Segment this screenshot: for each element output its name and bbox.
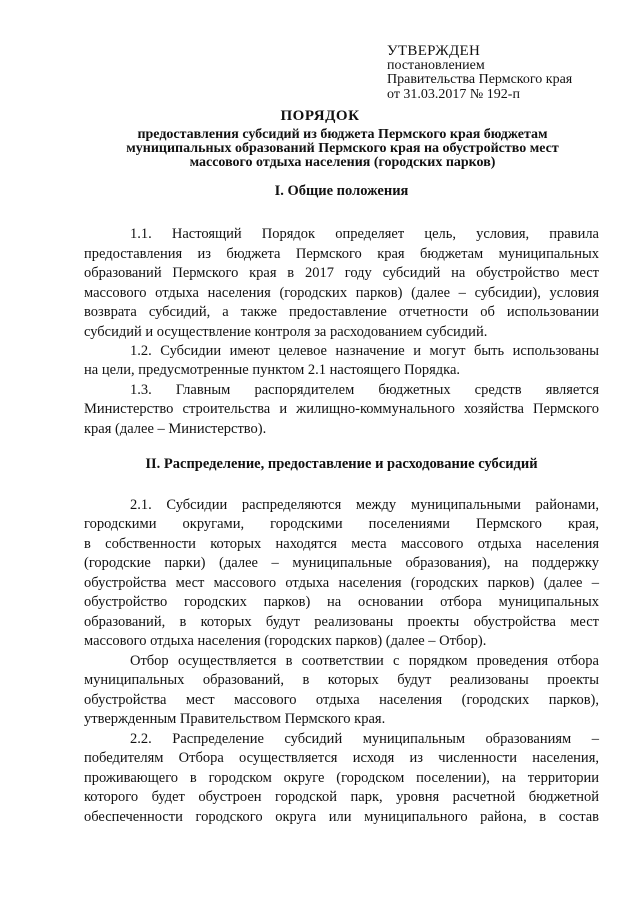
paragraph-line: обустройства мест массового отдыха населения (городских парков) (далее – bbox=[84, 575, 599, 591]
paragraph-line: образований Пермского края в 2017 году субсидий на обустройство мест bbox=[84, 265, 599, 281]
paragraph-line: 1.1. Настоящий Порядок определяет цель, условия, правила bbox=[130, 226, 599, 242]
document-title: ПОРЯДОК bbox=[280, 108, 360, 124]
paragraph-line: 1.2. Субсидии имеют целевое назначение и могут быть использованы bbox=[130, 343, 599, 359]
approval-date-number: от 31.03.2017 № 192-п bbox=[387, 86, 520, 102]
subtitle-line: предоставления субсидий из бюджета Пермского края бюджетам bbox=[137, 127, 548, 142]
paragraph-line: утвержденным Правительством Пермского края. bbox=[84, 711, 386, 727]
paragraph-line: обеспеченности городского округа или муниципального района, в состав bbox=[84, 809, 599, 825]
approval-resolution: постановлением bbox=[387, 57, 485, 73]
paragraph-line: предоставления из бюджета Пермского края бюджетам муниципальных bbox=[84, 246, 599, 262]
paragraph-line: победителям Отбора осуществляется исходя из численности населения, bbox=[84, 750, 599, 766]
paragraph-line: на цели, предусмотренные пунктом 2.1 настоящего Порядка. bbox=[84, 362, 461, 378]
paragraph-line: обустройство городских парков) на основании отбора муниципальных bbox=[84, 594, 599, 610]
paragraph-line: массового отдыха населения (городских парков) (далее – субсидии), условия bbox=[84, 285, 599, 301]
approval-approved: УТВЕРЖДЕН bbox=[387, 43, 481, 59]
paragraph-line: субсидий и осуществление контроля за расходованием субсидий. bbox=[84, 324, 488, 340]
paragraph-line: образований, в которых будут реализованы проекты обустройства мест bbox=[84, 614, 599, 630]
paragraph-line: обустройства мест массового отдыха населения (городских парков), bbox=[84, 692, 599, 708]
paragraph-line: городскими округами, городскими поселениями Пермского края, bbox=[84, 516, 599, 532]
section-heading-distribution: II. Распределение, предоставление и расходование субсидий bbox=[145, 456, 538, 472]
paragraph-line: в собственности которых находятся места массового отдыха населения bbox=[84, 536, 599, 552]
paragraph-line: массового отдыха населения (городских парков) (далее – Отбор). bbox=[84, 633, 487, 649]
approval-government: Правительства Пермского края bbox=[387, 72, 573, 87]
paragraph-line: Министерство строительства и жилищно-коммунального хозяйства Пермского bbox=[84, 401, 599, 417]
paragraph-line: муниципальных образований, в которых будут реализованы проекты bbox=[84, 672, 599, 688]
section-heading-general: I. Общие положения bbox=[274, 183, 409, 199]
approval-block bbox=[387, 44, 572, 102]
subtitle-line: муниципальных образований Пермского края на обустройство мест bbox=[126, 141, 559, 156]
document-subtitle bbox=[95, 128, 590, 170]
paragraph-line: 1.3. Главным распорядителем бюджетных средств является bbox=[130, 382, 599, 398]
paragraph-line: (городские парки) (далее – муниципальные образования), на поддержку bbox=[84, 555, 599, 571]
subtitle-line: массового отдыха населения (городских парков) bbox=[189, 155, 496, 170]
paragraph-line: 2.1. Субсидии распределяются между муниципальными районами, bbox=[130, 497, 599, 513]
paragraph-line: которого будет обустроен городской парк, уровня расчетной бюджетной bbox=[84, 789, 599, 805]
paragraph-line: края (далее – Министерство). bbox=[84, 421, 267, 437]
paragraph-line: проживающего в городском округе (городском поселении), на территории bbox=[84, 770, 599, 786]
paragraph-line: Отбор осуществляется в соответствии с порядком проведения отбора bbox=[130, 653, 599, 669]
paragraph-line: возврата субсидий, а также предоставление отчетности об использовании bbox=[84, 304, 599, 320]
paragraph-line: 2.2. Распределение субсидий муниципальным образованиям – bbox=[130, 731, 599, 747]
